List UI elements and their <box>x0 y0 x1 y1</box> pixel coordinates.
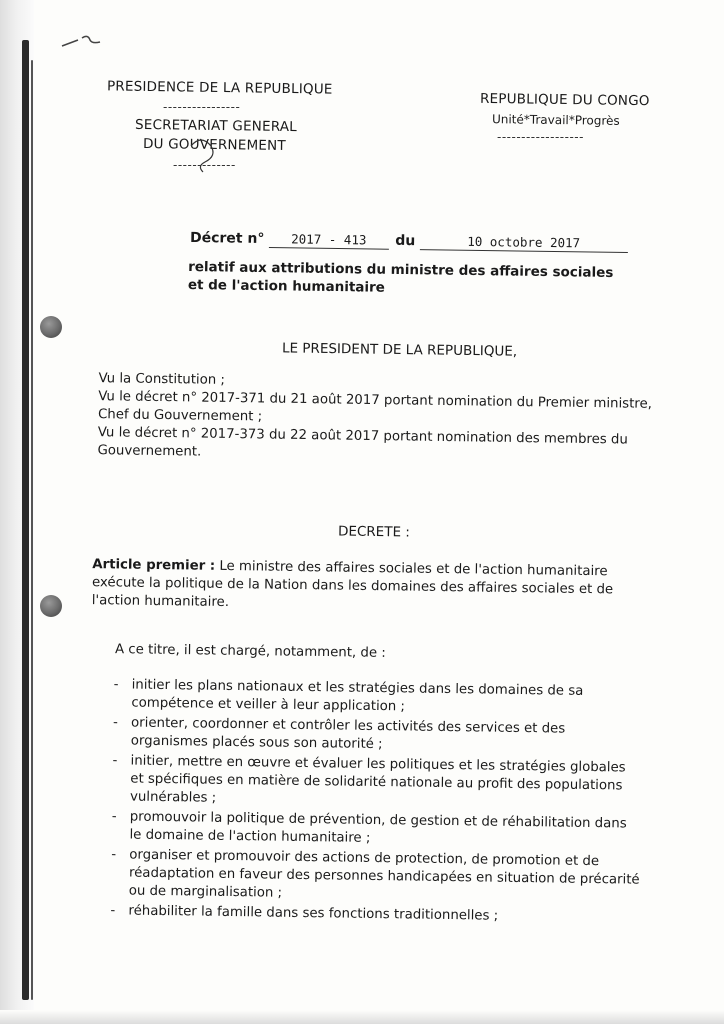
bullet-dash: - <box>112 715 119 731</box>
pen-mark-icon <box>60 30 110 52</box>
handwritten-initial-mark <box>183 132 223 178</box>
decree-subject: relatif aux attributions du ministre des affaires sociales et de l'action humanitaire <box>187 258 614 296</box>
bullet-dash: - <box>110 903 116 919</box>
bullet-dash: - <box>112 753 118 769</box>
decree-reference <box>190 230 628 253</box>
duty-item: - promouvoir la politique de prévention, de gestion et de réhabilitation dans le domaine de l'action humanitaire ; <box>111 809 627 846</box>
header-separator-2: ------------- <box>173 158 236 172</box>
decree-prefix: Décret n° <box>189 229 265 247</box>
secretariat-header: SECRETARIAT GENERAL <box>134 116 298 136</box>
republique-header: REPUBLIQUE DU CONGO <box>479 90 650 110</box>
decree-date: 10 octobre 2017 <box>420 233 628 253</box>
charge-intro: A ce titre, il est chargé, notamment, de : <box>114 642 386 661</box>
visa-decree-premier-ministre: Vu le décret n° 2017-371 du 21 août 2017 portant nomination du Premier ministre, Chef du Gouvernement ; <box>97 389 653 425</box>
gouvernement-header: DU GOUVERNEMENT <box>142 136 286 154</box>
article-premier <box>92 556 653 618</box>
header-separator: ---------------- <box>163 100 241 114</box>
punch-hole-bottom <box>40 595 62 617</box>
duty-item: - réhabiliter la famille dans ses fonctions traditionnelles ; <box>110 903 499 924</box>
visa-constitution: Vu la Constitution ; <box>98 371 226 388</box>
duty-item: - initier, mettre en œuvre et évaluer les politiques et les stratégies globales et spécifiques en matière de solidarité nationale au profit des populations vulnérables ; <box>112 753 626 806</box>
article-premier-label: Article premier : <box>92 557 216 574</box>
bullet-dash: - <box>111 809 117 825</box>
article-premier-text: Le ministre des affaires sociales et de l'action humanitaire exécute la politique de la Nation dans les domaines des affaires sociales et de l'action humanitaire. <box>91 558 614 611</box>
national-motto: Unité*Travail*Progrès <box>491 112 620 128</box>
bullet-dash: - <box>113 677 119 693</box>
decree-du: du <box>395 232 416 250</box>
binder-edge-thin <box>31 60 33 1000</box>
president-heading: LE PRESIDENT DE LA REPUBLIQUE, <box>281 340 518 360</box>
header-separator-3: ------------------ <box>497 130 584 144</box>
duty-item: - initier les plans nationaux et les stratégies dans les domaines de sa compétence et veiller à leur application ; <box>113 677 584 715</box>
duties-list <box>110 676 643 929</box>
decree-number: 2017 - 413 <box>269 231 389 250</box>
presidence-header: PRESIDENCE DE LA REPUBLIQUE <box>106 78 333 98</box>
bullet-dash: - <box>111 847 117 863</box>
punch-hole-top <box>40 316 62 338</box>
duty-item: - organiser et promouvoir des actions de protection, de promotion et de réadaptation en faveur des personnes handicapées en situation de précarité ou de marginalisation ; <box>111 847 640 901</box>
duty-item: - orienter, coordonner et contrôler les activités des services et des organismes placés sous son autorité ; <box>112 715 566 753</box>
decrete-heading: DECRETE : <box>337 523 410 541</box>
scan-bottom-edge <box>0 1010 724 1024</box>
binder-edge <box>22 40 29 1000</box>
visa-decree-gouvernement: Vu le décret n° 2017-373 du 22 août 2017 portant nomination des membres du Gouvernement. <box>97 425 628 460</box>
visas-block <box>97 370 653 468</box>
